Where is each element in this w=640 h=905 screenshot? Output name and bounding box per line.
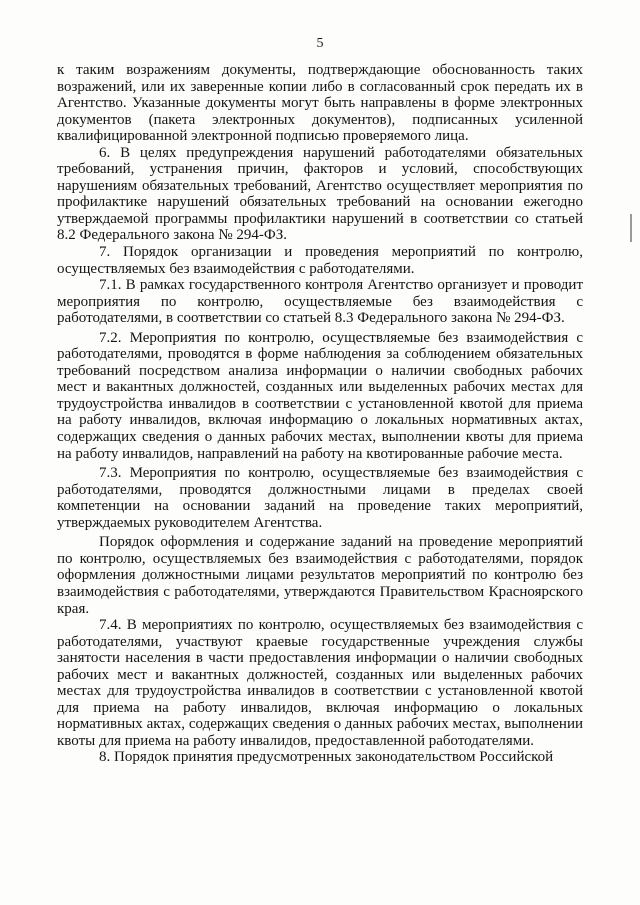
paragraph-continuation: к таким возражениям документы, подтверждающие обоснованность таких возражений, или их заверенные копии либо в согласованный срок передать их в Агентство. Указанные документы могут быть направлены в форме электронных документов (пакета электронных документов), подписанных усиленной квалифицированной электронной подписью проверяемого лица.	[57, 62, 583, 145]
page-number: 5	[316, 36, 324, 51]
paragraph-section-6: 6. В целях предупреждения нарушений работодателями обязательных требований, устранения причин, факторов и условий, способствующих нарушениям обязательных требований, Агентство осуществляет мероприятия по профилактике нарушений обязательных требований на основании ежегодно утверждаемой программы профилактики нарушений в соответствии со статьей 8.2 Федерального закона № 294-ФЗ.	[57, 144, 583, 244]
paragraph-procedure: Порядок оформления и содержание заданий на проведение мероприятий по контролю, осуществляемых без взаимодействия с работодателями, порядок оформления должностными лицами результатов мероприятий по контролю без взаимодействия с работодателями, утверждаются Правительством Красноярского края.	[57, 534, 583, 617]
scan-edge-mark	[630, 214, 632, 242]
paragraph-section-7-2: 7.2. Мероприятия по контролю, осуществляемые без взаимодействия с работодателями, проводятся в форме наблюдения за соблюдением обязательных требований посредством анализа информации о наличии свободных рабочих мест и вакантных должностей, созданных или выделенных рабочих местах для трудоустройства инвалидов в соответствии с установленной квотой для приема на работу инвалидов, включая информацию о локальных нормативных актах, содержащих сведения о данных рабочих местах, выполнении квоты для приема на работу инвалидов, направлений на работу на квотированные рабочие места.	[57, 329, 583, 462]
paragraph-section-8: 8. Порядок принятия предусмотренных законодательством Российской	[99, 749, 554, 766]
paragraph-section-7: 7. Порядок организации и проведения мероприятий по контролю, осуществляемых без взаимодействия с работодателями.	[57, 244, 583, 277]
paragraph-section-7-3: 7.3. Мероприятия по контролю, осуществляемые без взаимодействия с работодателями, проводятся должностными лицами в пределах своей компетенции на основании заданий на проведение таких мероприятий, утверждаемых руководителем Агентства.	[57, 465, 583, 531]
paragraph-section-7-4: 7.4. В мероприятиях по контролю, осуществляемых без взаимодействия с работодателями, участвуют краевые государственные учреждения службы занятости населения в части предоставления информации о наличии свободных рабочих мест и вакантных должностей, созданных или выделенных рабочих местах для трудоустройства инвалидов в соответствии с установленной квотой для приема на работу инвалидов, включая информацию о локальных нормативных актах, содержащих сведения о данных рабочих местах, выполнении квоты для приема на работу инвалидов, предоставленной работодателями.	[57, 617, 583, 749]
document-body	[57, 62, 583, 766]
paragraph-section-7-1: 7.1. В рамках государственного контроля Агентство организует и проводит мероприятия по контролю, осуществляемые без взаимодействия с работодателями, в соответствии со статьей 8.3 Федерального закона № 294-ФЗ.	[57, 277, 583, 327]
